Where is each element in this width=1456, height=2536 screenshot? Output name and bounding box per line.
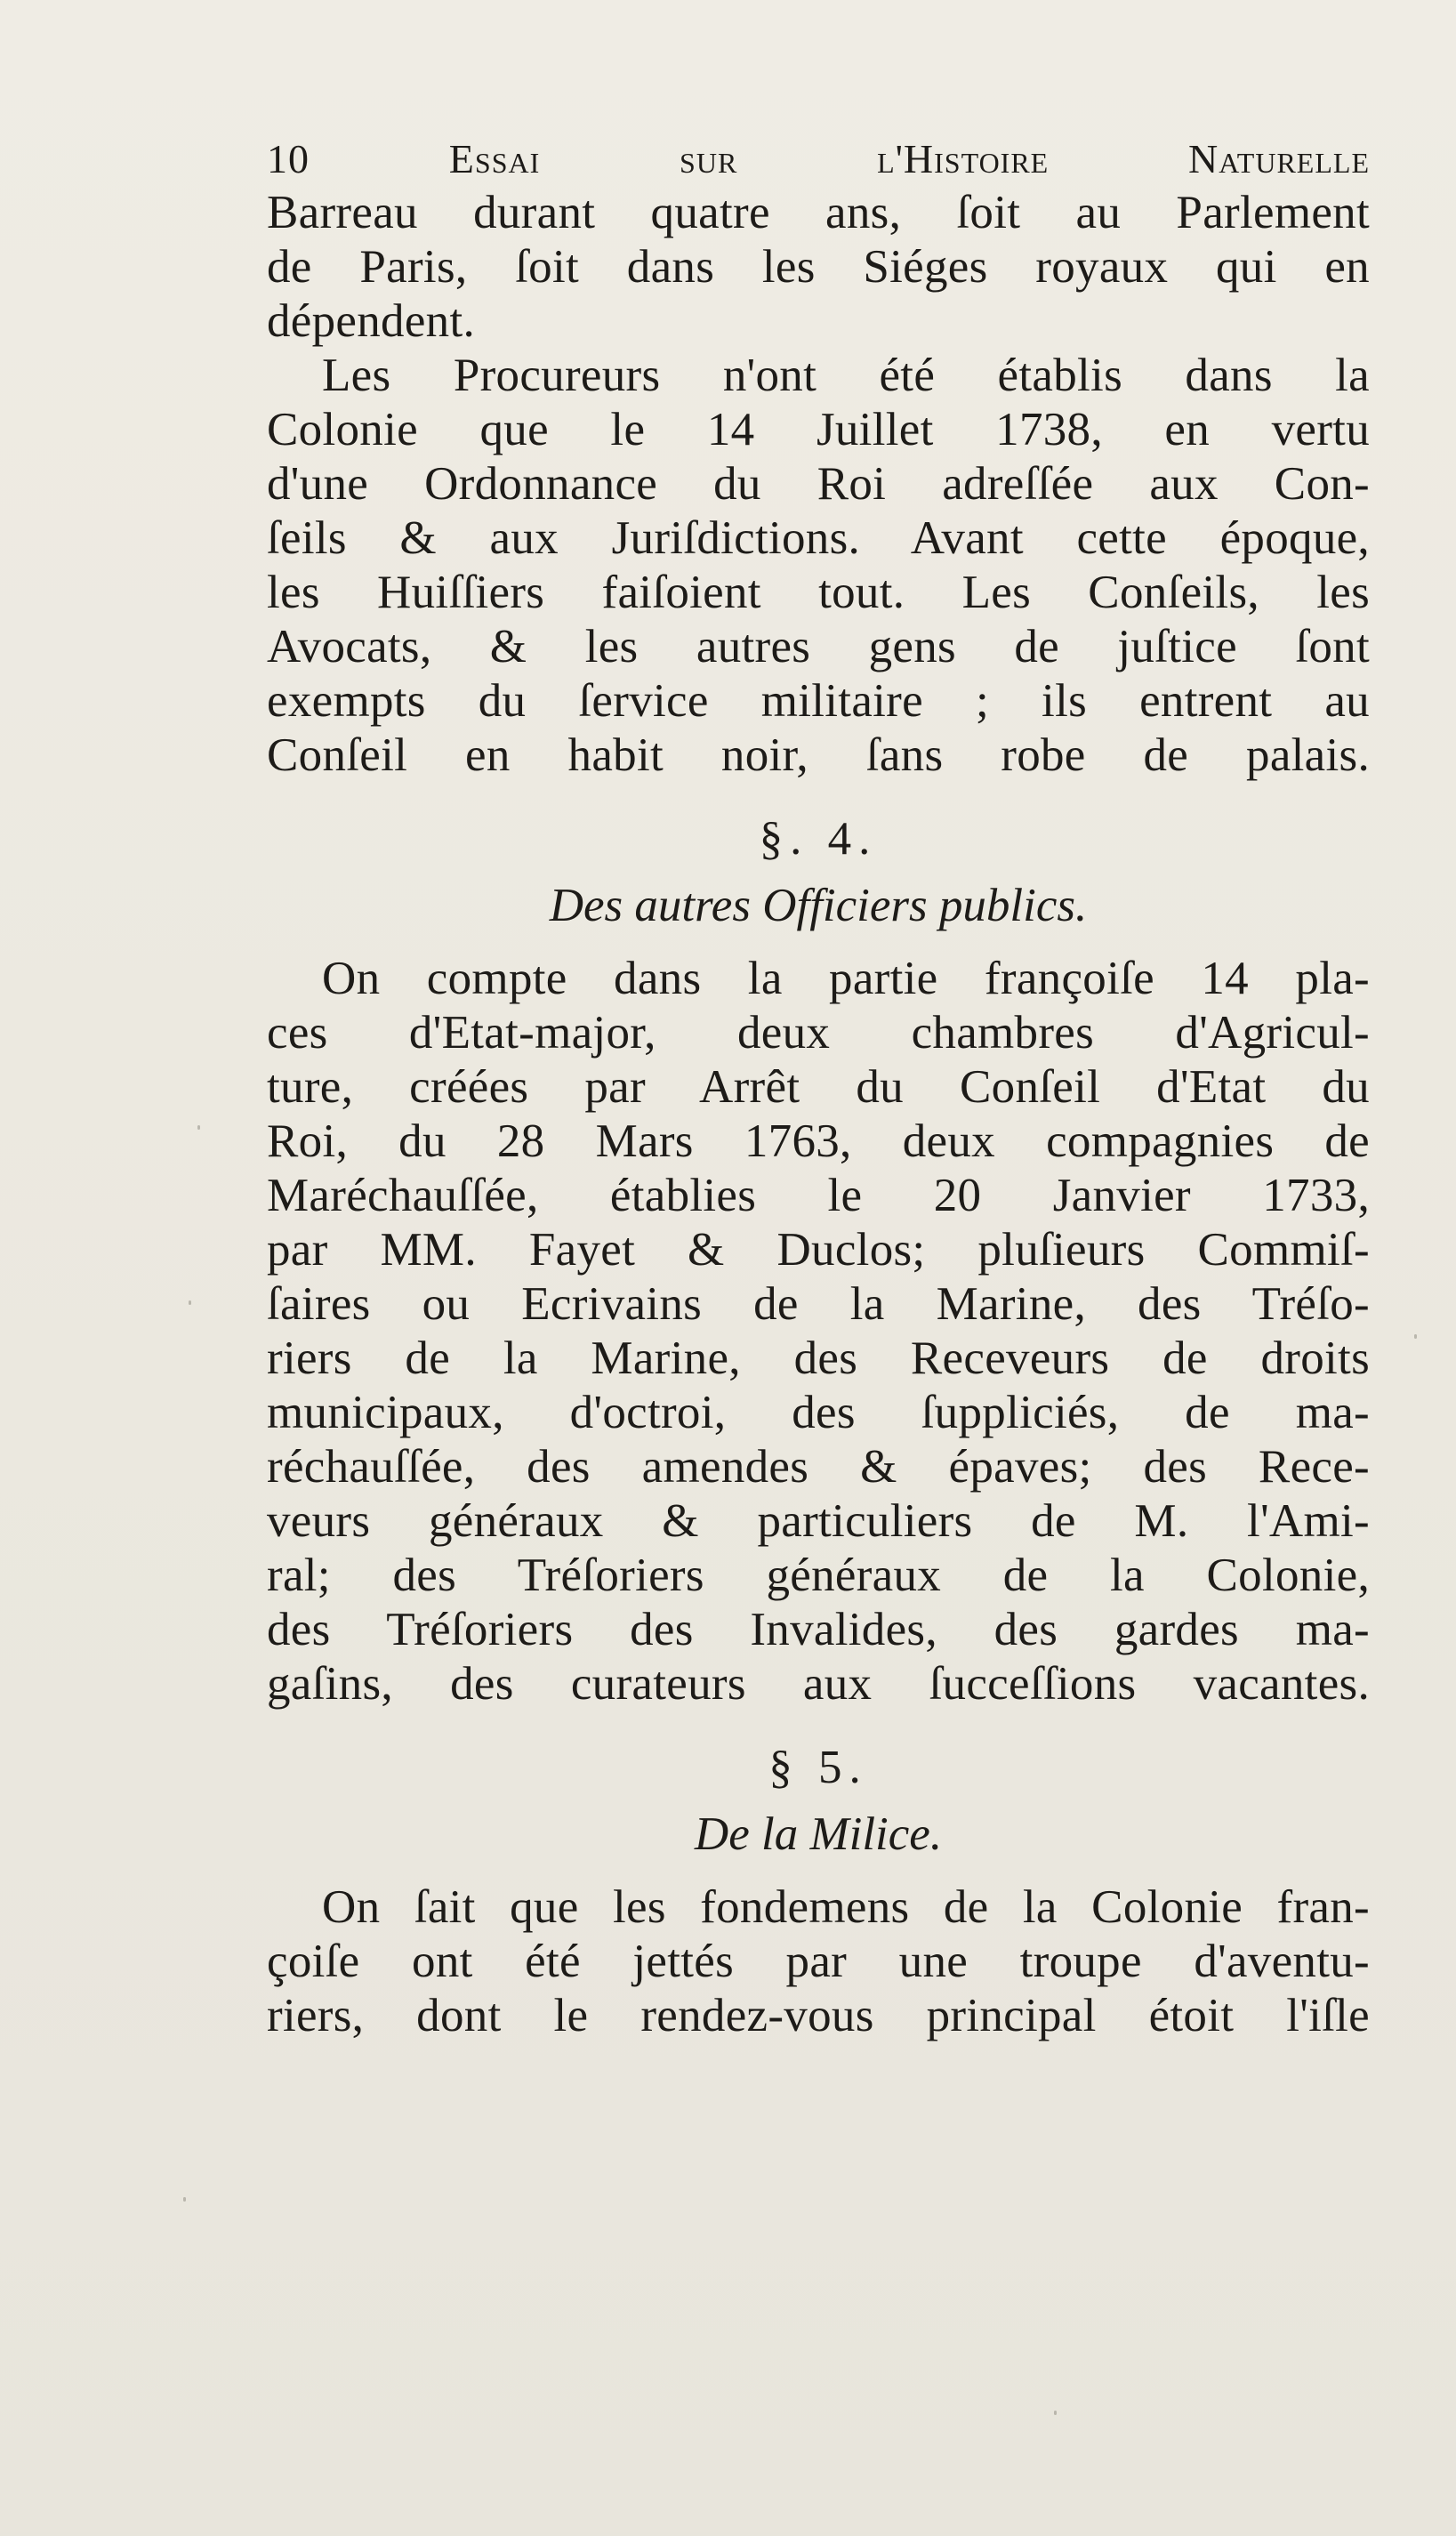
text-line: d'une Ordonnance du Roi adreſſée aux Con- — [267, 458, 1370, 510]
text-line: ſaires ou Ecrivains de la Marine, des Tréſo- — [267, 1278, 1370, 1330]
text-line: ral; des Tréſoriers généraux de la Colonie, — [267, 1550, 1370, 1601]
paper-speck — [183, 2197, 186, 2202]
text-block — [267, 132, 1370, 2043]
text-line: Colonie que le 14 Juillet 1738, en vertu — [267, 404, 1370, 455]
text-line: Conſeil en habit noir, ſans robe de palais. — [267, 729, 1370, 781]
text-line: Maréchauſſée, établies le 20 Janvier 1733, — [267, 1170, 1370, 1221]
text-line: çoiſe ont été jettés par une troupe d'aventu- — [267, 1936, 1370, 1987]
paper-speck — [189, 1300, 191, 1305]
section-3-tail — [267, 186, 1370, 349]
procureurs-paragraph — [267, 349, 1370, 783]
paper-speck — [1054, 2411, 1057, 2415]
text-line: municipaux, d'octroi, des ſuppliciés, de ma- — [267, 1387, 1370, 1438]
running-head — [267, 132, 1370, 186]
section-title: Des autres Officiers publics. — [549, 880, 1088, 931]
running-title: Essai sur l'Histoire Naturelle — [448, 136, 1370, 181]
section-title: De la Milice. — [694, 1808, 943, 1860]
section-number: §. 4. — [759, 813, 878, 865]
text-line: des Tréſoriers des Invalides, des gardes ma- — [267, 1604, 1370, 1655]
text-line: Roi, du 28 Mars 1763, deux compagnies de — [267, 1115, 1370, 1167]
text-line: Barreau durant quatre ans, ſoit au Parlement — [267, 187, 1370, 238]
text-line: Les Procureurs n'ont été établis dans la — [322, 350, 1370, 401]
text-line: réchauſſée, des amendes & épaves; des Rece- — [267, 1441, 1370, 1493]
paper-speck — [1414, 1334, 1417, 1339]
text-line: les Huiſſiers faiſoient tout. Les Conſeils, les — [267, 567, 1370, 618]
page-number: 10 — [267, 136, 310, 181]
text-line: de Paris, ſoit dans les Siéges royaux qui en — [267, 241, 1370, 293]
text-line: On ſait que les fondemens de la Colonie fran- — [322, 1881, 1370, 1933]
text-line: gaſins, des curateurs aux ſucceſſions vacantes. — [267, 1658, 1370, 1710]
text-line: dépendent. — [267, 295, 476, 347]
text-line: riers, dont le rendez-vous principal étoit l'iſle — [267, 1990, 1370, 2041]
text-line: ces d'Etat-major, deux chambres d'Agricul- — [267, 1007, 1370, 1059]
text-line: Avocats, & les autres gens de juſtice ſont — [267, 621, 1370, 672]
paper-speck — [197, 1125, 200, 1130]
text-line: exempts du ſervice militaire ; ils entrent au — [267, 675, 1370, 727]
text-line: par MM. Fayet & Duclos; pluſieurs Commiſ- — [267, 1224, 1370, 1276]
section-5-paragraph — [267, 1880, 1370, 2043]
section-number: § 5. — [768, 1742, 868, 1793]
text-line: ture, créées par Arrêt du Conſeil d'Etat du — [267, 1061, 1370, 1113]
text-line: ſeils & aux Juriſdictions. Avant cette époque, — [267, 512, 1370, 564]
text-line: On compte dans la partie françoiſe 14 pla- — [322, 953, 1370, 1004]
section-4-paragraph — [267, 952, 1370, 1711]
text-line: veurs généraux & particuliers de M. l'Ami- — [267, 1495, 1370, 1547]
text-line: riers de la Marine, des Receveurs de droits — [267, 1332, 1370, 1384]
